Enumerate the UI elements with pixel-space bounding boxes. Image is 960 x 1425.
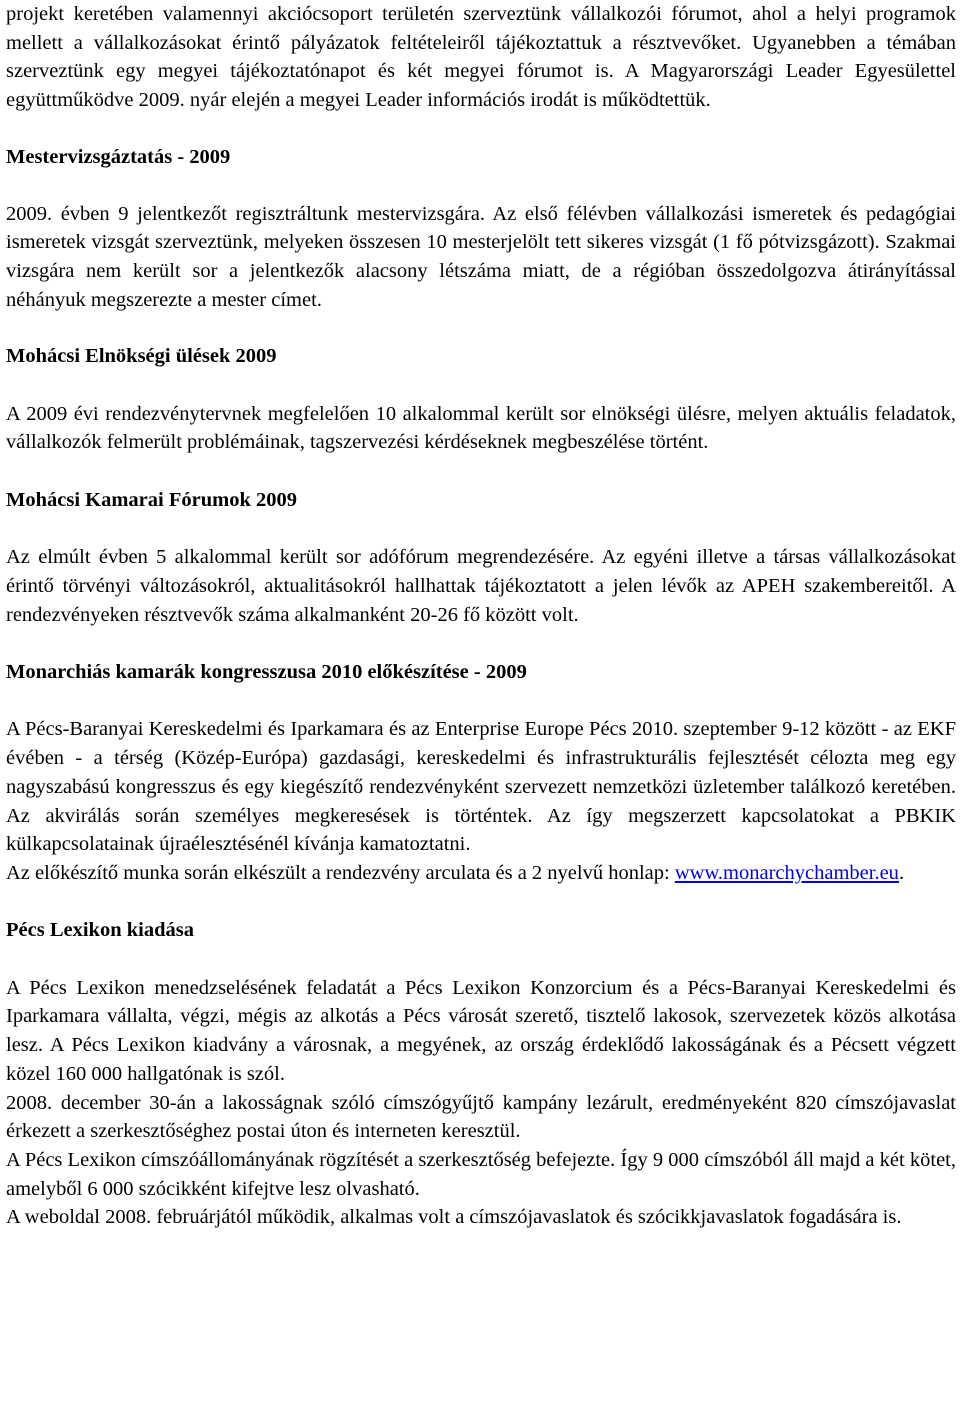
monarchychamber-link[interactable]: www.monarchychamber.eu: [674, 861, 899, 884]
mestervizsga-paragraph: 2009. évben 9 jelentkezőt regisztráltunk mestervizsgára. Az első félévben vállalkozási ismeretek és pedagógiai ismeretek vizsgát szerveztünk, melyeken összesen 10 mesterjelölt tett sikeres vizsgát (1 fő pótvizsgázott). Szakmai vizsgára nem került sor a jelentkezők alacsony létszáma miatt, de a régióban összedolgozva átirányítással néhányuk megszerezte a mester címet.: [6, 202, 956, 311]
heading-kamarai-forumok: Mohácsi Kamarai Fórumok 2009: [6, 488, 297, 511]
honlap-period: .: [898, 861, 905, 884]
monarchias-honlap-paragraph: [6, 859, 956, 888]
pecs-lexikon-paragraph-3: A Pécs Lexikon címszóállományának rögzítését a szerkesztőség befejezte. Így 9 000 címszóból áll majd a két kötet, amelyből 6 000 szócikként kifejtve lesz olvasható.: [6, 1148, 956, 1200]
pecs-lexikon-paragraph-4: A weboldal 2008. februárjától működik, alkalmas volt a címszójavaslatok és szócikkjavaslatok fogadására is.: [6, 1206, 902, 1229]
pecs-lexikon-paragraph-2: 2008. december 30-án a lakosságnak szóló címszógyűjtő kampány lezárult, eredményeként 820 címszójavaslat érkezett a szerkesztőséghez postai úton és interneten keresztül.: [6, 1091, 956, 1143]
heading-mestervizsga: Mestervizsgáztatás - 2009: [6, 145, 231, 168]
heading-elnoksegi-ulesek: Mohácsi Elnökségi ülések 2009: [6, 345, 277, 368]
kamarai-forumok-paragraph: Az elmúlt évben 5 alkalommal került sor adófórum megrendezésére. Az egyéni illetve a társas vállalkozásokat érintő törvényi változásokról, aktualitásokról hallhattak tájékoztatott a jelen lévők az APEH szakembereitől. A rendezvényeken résztvevők száma alkalmanként 20-26 fő között volt.: [6, 546, 956, 626]
monarchias-kongresszus-paragraph: A Pécs-Baranyai Kereskedelmi és Iparkamara és az Enterprise Europe Pécs 2010. szeptember 9-12 között - az EKF évében - a térség (Közép-Európa) gazdasági, kereskedelmi és infrastrukturális fejlesztését célozta meg egy nagyszabású kongresszus és egy kiegészítő rendezvényként szervezett nemzetközi üzletember találkozó keretében. Az akvirálás során személyes megkeresések is történtek. Az így megszerzett kapcsolatokat a PBKIK külkapcsolatainak újraélesztésénél kívánja kamatoztatni.: [6, 718, 956, 856]
honlap-text: Az előkészítő munka során elkészült a rendezvény arculata és a 2 nyelvű honlap:: [6, 861, 670, 884]
heading-pecs-lexikon: Pécs Lexikon kiadása: [6, 919, 194, 942]
pecs-lexikon-paragraph-1: A Pécs Lexikon menedzselésének feladatát a Pécs Lexikon Konzorcium és a Pécs-Baranyai Kereskedelmi és Iparkamara vállalta, végzi, mégis az alkotás a Pécs városát szerető, tisztelő lakosok, szervezetek közös alkotása lesz. A Pécs Lexikon kiadvány a városnak, a megyének, az ország érdeklődő lakosságának és a Pécsett végzett közel 160 000 hallgatónak is szól.: [6, 976, 956, 1085]
intro-paragraph: projekt keretében valamennyi akciócsoport területén szerveztünk vállalkozói fórumot, ahol a helyi programok mellett a vállalkozásokat érintő pályázatok feltételeiről tájékoztattuk a résztvevőket. Ugyanebben a témában szerveztünk egy megyei tájékoztatónapot és két megyei fórumot is. A Magyarországi Leader Egyesülettel együttműködve 2009. nyár elején a megyei Leader információs irodát is működtettük.: [6, 3, 956, 112]
elnoksegi-ulesek-paragraph: A 2009 évi rendezvénytervnek megfelelően 10 alkalommal került sor elnökségi ülésre, melyen aktuális feladatok, vállalkozók felmerült problémáinak, tagszervezési kérdéseknek megbeszélése történt.: [6, 402, 956, 454]
heading-monarchias-kongresszus: Monarchiás kamarák kongresszusa 2010 előkészítése - 2009: [6, 661, 527, 683]
document-page: [6, 0, 956, 1232]
